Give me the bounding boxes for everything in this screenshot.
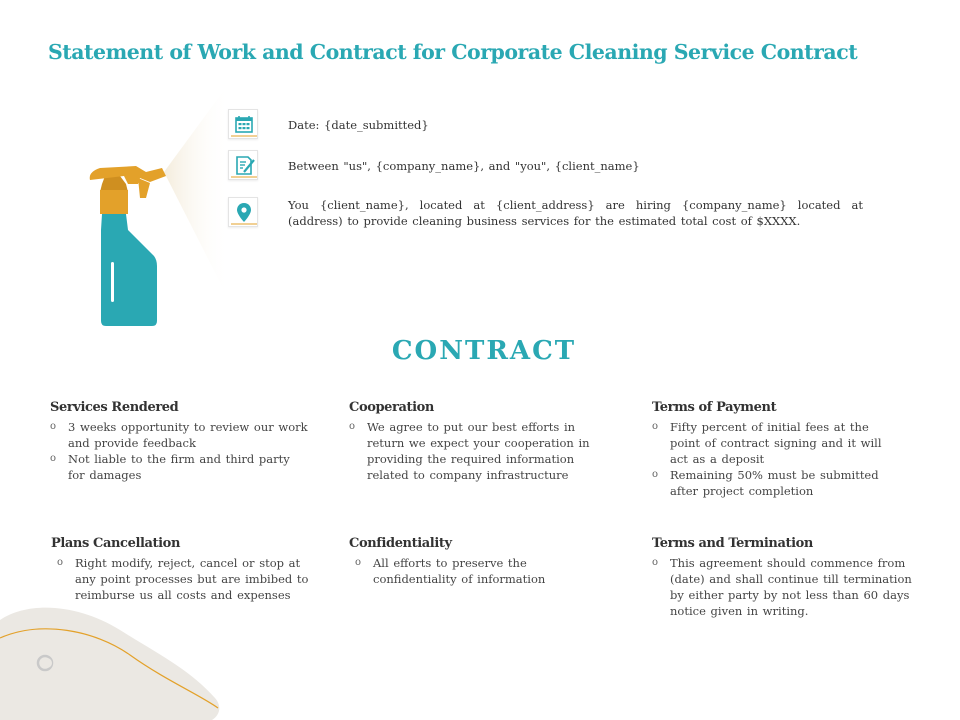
calendar-icon	[228, 109, 258, 139]
section-heading: Cooperation	[349, 400, 434, 415]
list-item: o We agree to put our best efforts in return we expect your cooperation in providing the required information related to company infrastructure	[349, 419, 599, 483]
section-cooperation	[349, 400, 599, 483]
section-heading: Plans Cancellation	[51, 536, 181, 551]
section-heading: Terms of Payment	[652, 400, 777, 415]
decorative-blob	[0, 600, 240, 720]
parties-text: Between "us", {company_name}, and "you", {client_name}	[288, 159, 640, 173]
location-pin-icon	[228, 197, 258, 227]
section-terms-and-termination	[652, 536, 918, 619]
section-heading: Confidentiality	[349, 536, 452, 551]
spray-bottle-icon	[80, 80, 230, 335]
contract-heading: CONTRACT	[391, 336, 577, 366]
list-item: o Not liable to the firm and third party for damages	[50, 451, 310, 483]
page-title: Statement of Work and Contract for Corporate Cleaning Service Contract	[48, 40, 858, 64]
list-item: o 3 weeks opportunity to review our work and provide feedback	[50, 419, 310, 451]
list-item: o Fifty percent of initial fees at the point of contract signing and it will act as a deposit	[652, 419, 892, 467]
document-pen-icon	[228, 150, 258, 180]
date-text: Date: {date_submitted}	[288, 118, 429, 132]
description-text: You {client_name}, located at {client_address} are hiring {company_name} located at (address) to provide cleaning business services for the estimated total cost of $XXXX.	[288, 198, 863, 228]
list-item: o This agreement should commence from (date) and shall continue till termination by either party by not less than 60 days notice given in writing.	[652, 555, 918, 619]
list-item: o Remaining 50% must be submitted after project completion	[652, 467, 892, 499]
section-heading: Services Rendered	[50, 400, 179, 415]
section-terms-of-payment	[652, 400, 892, 499]
section-heading: Terms and Termination	[652, 536, 813, 551]
list-item: o All efforts to preserve the confidentiality of information	[355, 555, 599, 587]
section-services-rendered	[50, 400, 310, 483]
section-plans-cancellation	[51, 536, 313, 603]
list-item: o Right modify, reject, cancel or stop at any point processes but are imbibed to reimburse us all costs and expenses	[57, 555, 313, 603]
section-confidentiality	[349, 536, 599, 587]
